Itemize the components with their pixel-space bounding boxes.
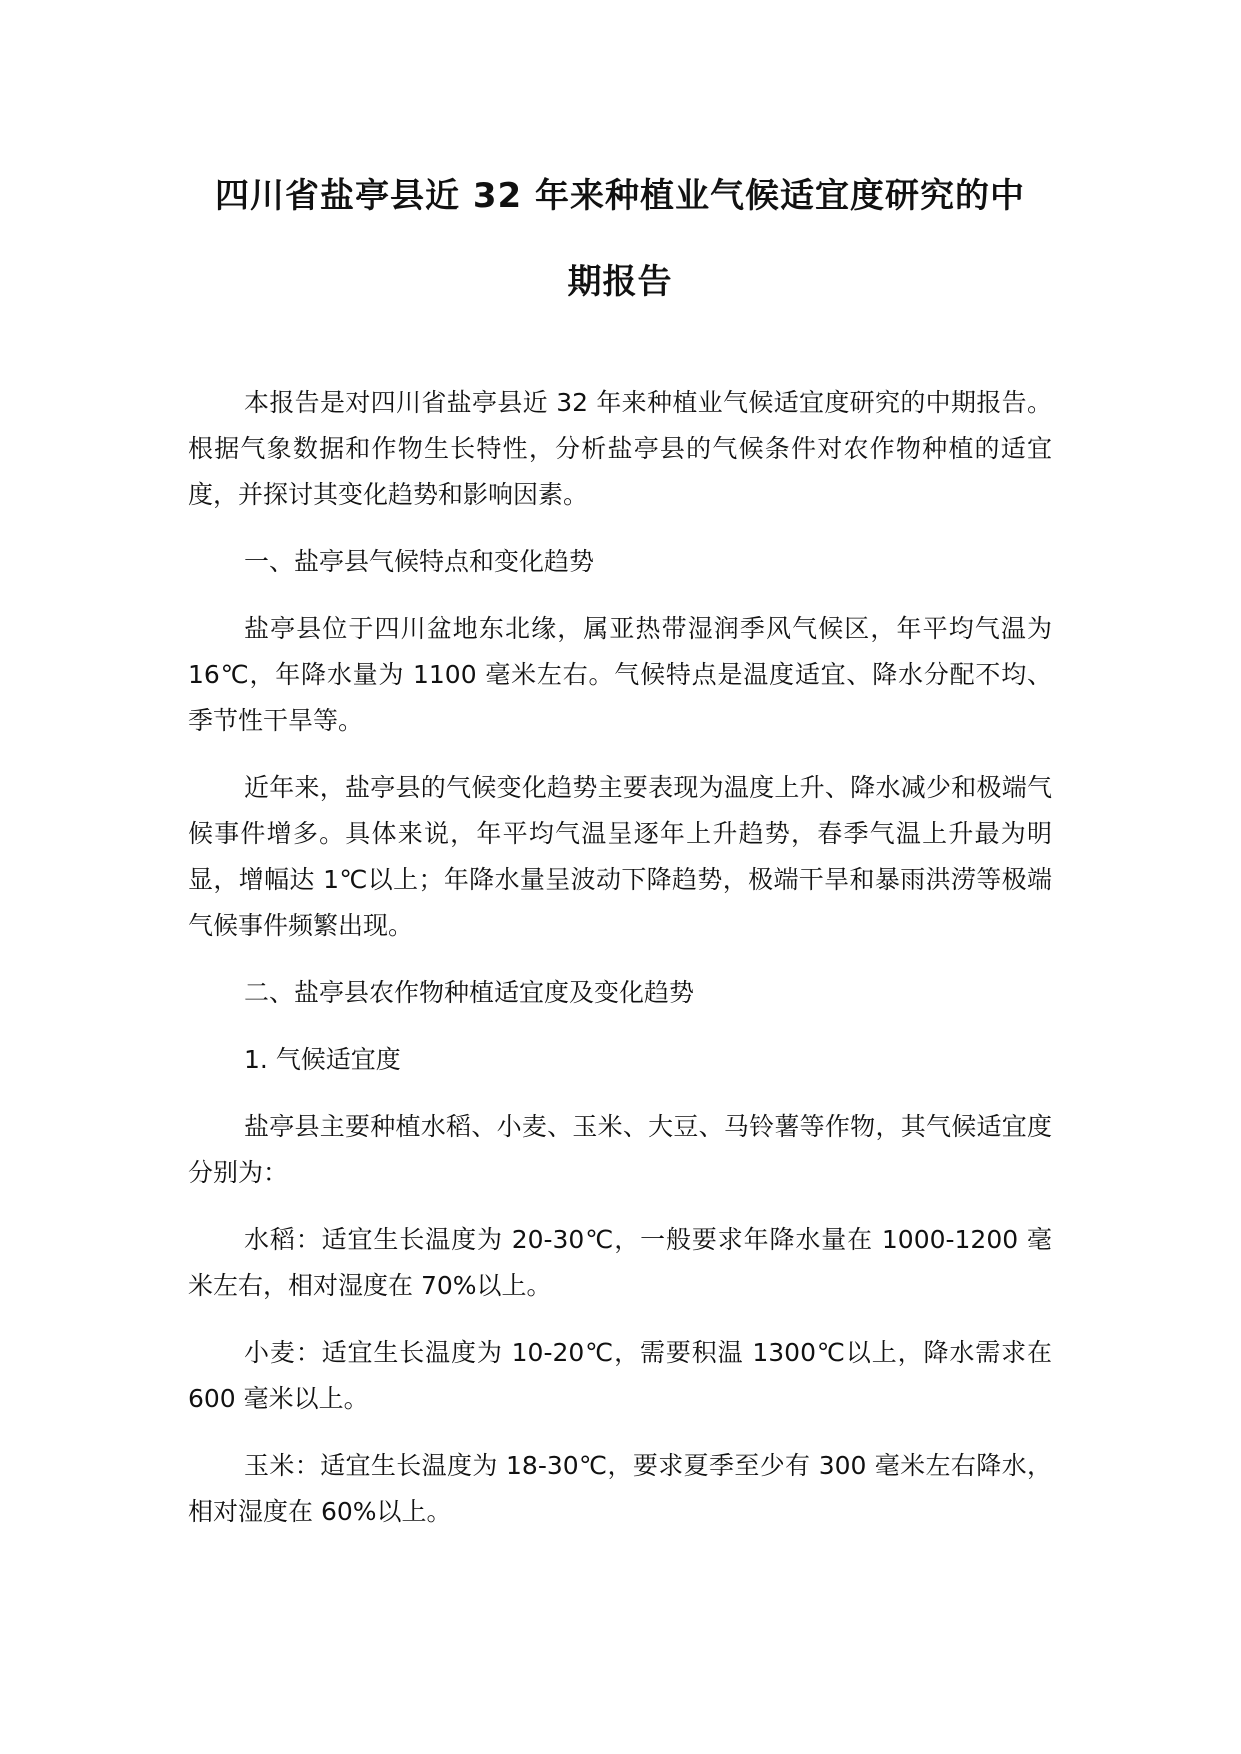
section-heading-2: 二、盐亭县农作物种植适宜度及变化趋势 (244, 978, 695, 1007)
document-body (188, 380, 1052, 1556)
rice-paragraph: 水稻：适宜生长温度为 20-30℃，一般要求年降水量在 1000-1200 毫米左右，相对湿度在 70%以上。 (188, 1225, 1052, 1300)
crop-suitability-intro-paragraph: 盐亭县主要种植水稻、小麦、玉米、大豆、马铃薯等作物，其气候适宜度分别为： (188, 1112, 1052, 1187)
section-heading-1: 一、盐亭县气候特点和变化趋势 (244, 547, 595, 576)
climate-overview-paragraph: 盐亭县位于四川盆地东北缘，属亚热带湿润季风气候区，年平均气温为 16℃，年降水量为 1100 毫米左右。气候特点是温度适宜、降水分配不均、季节性干旱等。 (188, 614, 1052, 735)
wheat-paragraph: 小麦：适宜生长温度为 10-20℃，需要积温 1300℃以上，降水需求在 600 毫米以上。 (188, 1338, 1052, 1413)
document-title-line-1: 四川省盐亭县近 32 年来种植业气候适宜度研究的中 (215, 176, 1025, 216)
subsection-heading-1: 1. 气候适宜度 (244, 1045, 401, 1074)
intro-paragraph: 本报告是对四川省盐亭县近 32 年来种植业气候适宜度研究的中期报告。根据气象数据和作物生长特性，分析盐亭县的气候条件对农作物种植的适宜度，并探讨其变化趋势和影响因素。 (188, 388, 1052, 509)
document-title-line-2: 期报告 (567, 262, 673, 302)
climate-trend-paragraph: 近年来，盐亭县的气候变化趋势主要表现为温度上升、降水减少和极端气候事件增多。具体来说，年平均气温呈逐年上升趋势，春季气温上升最为明显，增幅达 1℃以上；年降水量呈波动下降趋势，极端干旱和暴雨洪涝等极端气候事件频繁出现。 (188, 773, 1052, 940)
corn-paragraph: 玉米：适宜生长温度为 18-30℃，要求夏季至少有 300 毫米左右降水，相对湿度在 60%以上。 (188, 1451, 1052, 1526)
